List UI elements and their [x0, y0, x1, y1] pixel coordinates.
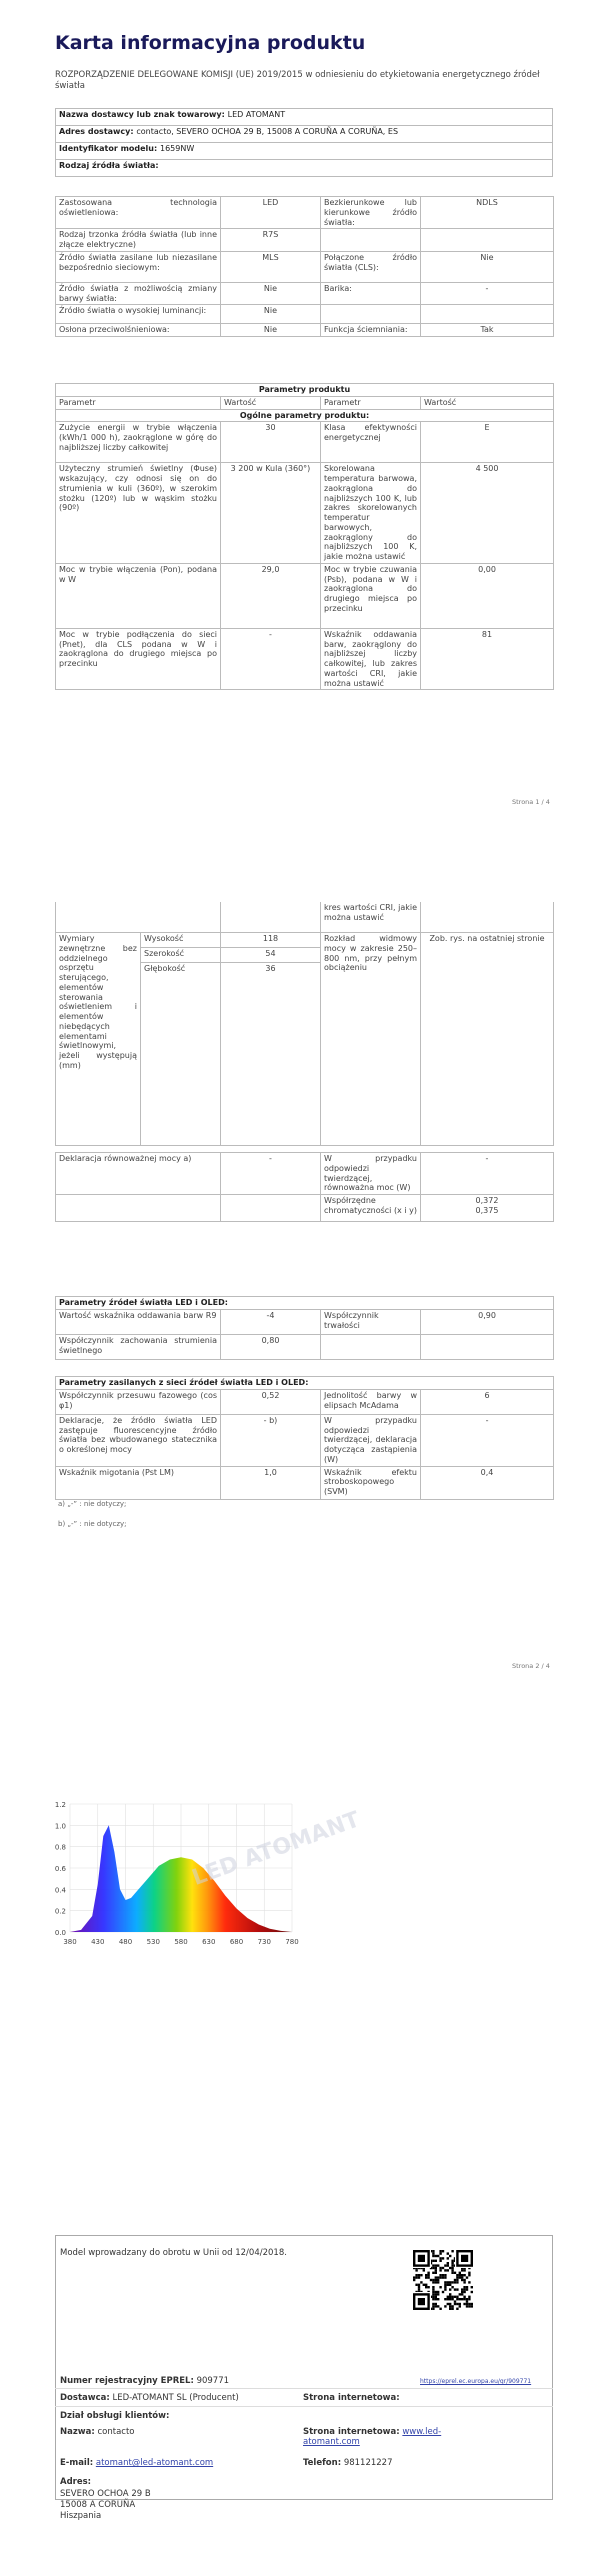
type-cell: [321, 229, 421, 252]
general-row: [56, 463, 554, 564]
type-row: [56, 251, 554, 282]
page2-cell: -: [421, 1153, 554, 1195]
mains-cell: 1,0: [221, 1466, 321, 1499]
led-cell: Współczynnik trwałości: [321, 1309, 421, 1334]
type-cell: -: [421, 282, 554, 305]
height-label: Wysokość: [141, 933, 221, 948]
mains-cell: 0,4: [421, 1466, 554, 1499]
supplier-line: Dostawca: LED-ATOMANT SL (Producent): [60, 2393, 239, 2403]
type-cell: Nie: [221, 282, 321, 305]
y-tick-label: 0.2: [54, 1907, 66, 1916]
spectrum-label: Rozkład widmowy mocy w zakresie 250–800 nm, przy pełnym obciążeniu: [321, 933, 421, 1146]
y-tick-label: 0.4: [54, 1886, 66, 1895]
params-title: Parametry produktu: [56, 384, 554, 397]
dimensions-label: Wymiary zewnętrzne bez oddzielnego osprzętu sterującego, elementów sterowania oświetleniem i elementów niebędących elementami świetlnowymi, jeżeli występują (mm): [56, 933, 141, 1146]
type-cell: Nie: [421, 251, 554, 282]
type-cell: Bezkierunkowe lub kierunkowe źródło światła:: [321, 197, 421, 229]
mains-cell: -: [421, 1414, 554, 1466]
type-cell: Zastosowana technologia oświetleniowa:: [56, 197, 221, 229]
x-tick-label: 580: [174, 1938, 188, 1946]
type-row: [56, 305, 554, 324]
general-cell: -: [221, 628, 321, 690]
mains-cell: 0,52: [221, 1389, 321, 1414]
led-row: [56, 1334, 554, 1359]
general-cell: Moc w trybie włączenia (Pon), podana w W: [56, 563, 221, 628]
general-title: Ogólne parametry produktu:: [56, 409, 554, 422]
supplier-table: [55, 108, 553, 177]
support-name: Nazwa: contacto: [60, 2427, 135, 2437]
support-website: Strona internetowa: www.led-atomant.com: [303, 2427, 442, 2447]
watermark-logo: LED ATOMANT: [188, 1807, 364, 1892]
qr-code-icon[interactable]: [413, 2250, 473, 2310]
support-email: E-mail: atomant@led-atomant.com: [60, 2458, 214, 2468]
page-number-1: Strona 1 / 4: [512, 798, 550, 806]
address-line-2: 15008 A CORUÑA: [60, 2500, 136, 2511]
page-title: Karta informacyjna produktu: [55, 32, 366, 54]
mains-cell: W przypadku odpowiedzi twierdzącej, deklaracja dotycząca zastąpienia (W): [321, 1414, 421, 1466]
type-table: [55, 196, 553, 337]
led-params: [55, 1296, 553, 1360]
page2-row: [56, 1153, 554, 1195]
page2-cell: 0,372 0,375: [421, 1195, 554, 1222]
mains-cell: Deklaracje, że źródło światła LED zastępuje fluorescencyjne źródło światła bez wbudowanego statecznika o określonej mocy: [56, 1414, 221, 1466]
y-tick-label: 1.2: [54, 1801, 66, 1809]
type-cell: Nie: [221, 305, 321, 324]
mains-cell: Wskaźnik migotania (Pst LM): [56, 1466, 221, 1499]
footnote-a: a) „-” : nie dotyczy;: [58, 1500, 127, 1508]
params-table: [55, 383, 553, 690]
x-tick-label: 680: [229, 1938, 244, 1946]
email-link[interactable]: atomant@led-atomant.com: [95, 2458, 214, 2468]
y-tick-label: 0.0: [54, 1929, 66, 1937]
supplier-name-row: Nazwa dostawcy lub znak towarowy: LED ATOMANT: [56, 109, 553, 126]
led-cell: [421, 1334, 554, 1359]
type-cell: Źródło światła zasilane lub niezasilane bezpośrednio sieciowym:: [56, 251, 221, 282]
col-value-2: Wartość: [421, 396, 554, 409]
general-cell: 0,00: [421, 563, 554, 628]
type-cell: Źródło światła z możliwością zmiany barwy światła:: [56, 282, 221, 305]
x-tick-label: 780: [285, 1938, 299, 1946]
general-row: [56, 563, 554, 628]
x-tick-label: 630: [202, 1938, 216, 1946]
general-cell: 81: [421, 628, 554, 690]
general-row: [56, 422, 554, 463]
eprel-url-link[interactable]: https://eprel.ec.europa.eu/qr/909771: [420, 2378, 532, 2385]
address-lines: [60, 2489, 151, 2522]
type-cell: LED: [221, 197, 321, 229]
type-cell: [321, 305, 421, 324]
page2-cell: [56, 1195, 221, 1222]
website-label: Strona internetowa:: [303, 2393, 400, 2403]
support-title: Dział obsługi klientów:: [60, 2411, 170, 2421]
led-cell: Wartość wskaźnika oddawania barw R9: [56, 1309, 221, 1334]
general-cell: E: [421, 422, 554, 463]
type-cell: Osłona przeciwolśnieniowa:: [56, 324, 221, 337]
mains-params-title: Parametry zasilanych z sieci źródeł światła LED i OLED:: [56, 1377, 554, 1390]
footnote-b: b) „-” : nie dotyczy;: [58, 1520, 127, 1528]
address-line-1: SEVERO OCHOA 29 B: [60, 2489, 151, 2499]
mains-row: [56, 1466, 554, 1499]
y-tick-label: 1.0: [54, 1822, 66, 1831]
type-cell: NDLS: [421, 197, 554, 229]
page-1: [55, 32, 553, 54]
type-cell: Połączone źródło światła (CLS):: [321, 251, 421, 282]
type-cell: MLS: [221, 251, 321, 282]
type-cell: R7S: [221, 229, 321, 252]
type-cell: Źródło światła o wysokiej luminancji:: [56, 305, 221, 324]
support-phone: Telefon: 981121227: [303, 2458, 393, 2468]
y-tick-label: 0.6: [54, 1865, 66, 1873]
type-cell: Tak: [421, 324, 554, 337]
col-param-1: Parametr: [56, 396, 221, 409]
general-cell: 4 500: [421, 463, 554, 564]
general-cell: 30: [221, 422, 321, 463]
mains-cell: Wskaźnik efektu stroboskopowego (SVM): [321, 1466, 421, 1499]
general-cell: Klasa efektywności energetycznej: [321, 422, 421, 463]
y-tick-label: 0.8: [54, 1843, 66, 1852]
type-cell: Funkcja ściemniania:: [321, 324, 421, 337]
x-tick-label: 430: [91, 1938, 105, 1946]
general-cell: Użyteczny strumień świetlny (Φuse) wskazujący, czy odnosi się on do strumienia w kuli (360º), w szerokim stożku (120º) lub w wąskim stożku (90º): [56, 463, 221, 564]
led-cell: 0,90: [421, 1309, 554, 1334]
page-2-rows: [55, 1152, 553, 1222]
page2-cell: -: [221, 1153, 321, 1195]
x-tick-label: 380: [63, 1938, 77, 1946]
depth-value: 36: [221, 963, 321, 1146]
led-cell: Współczynnik zachowania strumienia świetlnego: [56, 1334, 221, 1359]
led-row: [56, 1309, 554, 1334]
spectrum-chart: [42, 1796, 364, 1956]
led-params-title: Parametry źródeł światła LED i OLED:: [56, 1297, 554, 1310]
type-cell: [421, 305, 554, 324]
supplier-address-row: Adres dostawcy: contacto, SEVERO OCHOA 29 B, 15008 A CORUÑA A CORUÑA, ES: [56, 126, 553, 143]
page2-cell: Deklaracja równoważnej mocy a): [56, 1153, 221, 1195]
col-value-1: Wartość: [221, 396, 321, 409]
page-2: [55, 902, 553, 1146]
height-value: 118: [221, 933, 321, 948]
mains-cell: Współczynnik przesuwu fazowego (cos φ1): [56, 1389, 221, 1414]
led-cell: 0,80: [221, 1334, 321, 1359]
regulation-text: ROZPORZĄDZENIE DELEGOWANE KOMISJI (UE) 2019/2015 w odniesieniu do etykietowania energetycznego źródeł światła: [55, 70, 540, 92]
address-line-3: Hiszpania: [60, 2511, 102, 2522]
website-link[interactable]: www.led-atomant.com: [303, 2427, 442, 2447]
x-tick-label: 730: [257, 1938, 271, 1946]
page2-cell: Współrzędne chromatyczności (x i y): [321, 1195, 421, 1222]
eprel-reg: Numer rejestracyjny EPREL: 909771: [60, 2376, 230, 2386]
general-cell: Moc w trybie czuwania (Psb), podana w W i zaokrąglona do drugiego miejsca po przecinku: [321, 563, 421, 628]
mains-row: [56, 1389, 554, 1414]
spectrum-value: Zob. rys. na ostatniej stronie: [421, 933, 554, 1146]
type-row: [56, 197, 554, 229]
type-cell: Nie: [221, 324, 321, 337]
x-tick-label: 530: [146, 1938, 160, 1946]
general-cell: Wskaźnik oddawania barw, zaokrąglony do najbliższej liczby całkowitej, lub zakres wartości CRI, jakie można ustawić: [321, 628, 421, 690]
type-row: [56, 282, 554, 305]
page-number-2: Strona 2 / 4: [512, 1662, 550, 1670]
page2-row: [56, 1195, 554, 1222]
type-cell: Rodzaj trzonka źródła światła (lub inne złącze elektryczne): [56, 229, 221, 252]
mains-cell: - b): [221, 1414, 321, 1466]
address-label: Adres:: [60, 2477, 92, 2487]
general-row: [56, 628, 554, 690]
general-cell: 3 200 w Kula (360°): [221, 463, 321, 564]
type-row: [56, 229, 554, 252]
col-param-2: Parametr: [321, 396, 421, 409]
mains-params: [55, 1376, 553, 1500]
width-value: 54: [221, 948, 321, 963]
general-cell: Moc w trybie podłączenia do sieci (Pnet), dla CLS podana w W i zaokrąglona do drugiego miejsca po przecinku: [56, 628, 221, 690]
general-cell: 29,0: [221, 563, 321, 628]
mains-cell: Jednolitość barwy w elipsach McAdama: [321, 1389, 421, 1414]
mains-row: [56, 1414, 554, 1466]
type-cell: Barika:: [321, 282, 421, 305]
placed-on-market: Model wprowadzany do obrotu w Unii od 12/04/2018.: [60, 2248, 287, 2258]
model-row: Identyfikator modelu: 1659NW: [56, 143, 553, 160]
general-cell: Zużycie energii w trybie włączenia (kWh/1 000 h), zaokrąglone w górę do najbliższej liczby całkowitej: [56, 422, 221, 463]
width-label: Szerokość: [141, 948, 221, 963]
cri-continued: kres wartości CRI, jakie można ustawić: [321, 902, 421, 933]
general-cell: Skorelowana temperatura barwowa, zaokrąglona do najbliższych 100 K, lub zakres skorelowanych temperatur barwowych, zaokrąglony do najbliższych 100 K, jakie można ustawić: [321, 463, 421, 564]
type-cell: [421, 229, 554, 252]
type-row: [56, 324, 554, 337]
x-tick-label: 480: [118, 1938, 133, 1946]
led-cell: [321, 1334, 421, 1359]
depth-label: Głębokość: [141, 963, 221, 1146]
page2-cell: W przypadku odpowiedzi twierdzącej, równoważna moc (W): [321, 1153, 421, 1195]
type-heading: Rodzaj źródła światła:: [56, 160, 553, 177]
page2-cell: [221, 1195, 321, 1222]
led-cell: -4: [221, 1309, 321, 1334]
mains-cell: 6: [421, 1389, 554, 1414]
